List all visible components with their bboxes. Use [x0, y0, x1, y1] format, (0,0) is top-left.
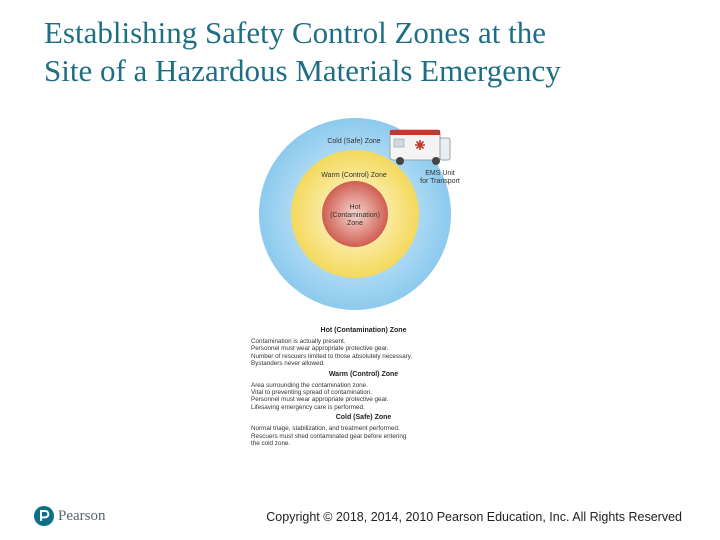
- warm-zone-line: Vital to preventing spread of contamination.: [251, 389, 372, 397]
- hot-zone-description: [251, 327, 476, 368]
- hot-zone-line: Personnel must wear appropriate protective gear.: [251, 345, 389, 353]
- pearson-logo: [34, 506, 106, 526]
- warm-zone-label: Warm (Control) Zone: [321, 172, 387, 179]
- cold-zone-description: [251, 414, 476, 447]
- hot-zone-label-line3: Zone: [347, 220, 363, 227]
- hot-zone-line: Number of rescuers limited to those absolutely necessary.: [251, 352, 413, 360]
- ems-unit-label: [410, 170, 470, 186]
- hot-zone-heading: Hot (Contamination) Zone: [320, 327, 407, 334]
- zone-descriptions: [251, 327, 476, 450]
- copyright-notice: Copyright © 2018, 2014, 2010 Pearson Education, Inc. All Rights Reserved: [266, 510, 682, 524]
- pearson-logo-text: Pearson: [58, 507, 106, 524]
- hot-zone-line: Bystanders never allowed.: [251, 360, 325, 368]
- hot-zone-label-line2: (Contamination): [330, 212, 380, 219]
- slide-title: [44, 14, 694, 90]
- cold-zone-heading: Cold (Safe) Zone: [335, 414, 392, 422]
- warm-zone-line: Personnel must wear appropriate protective gear.: [251, 396, 389, 404]
- pearson-p-icon: [34, 506, 54, 526]
- ems-unit-label-line2: for Transport: [420, 178, 460, 185]
- warm-zone-line: Area surrounding the contamination zone.: [251, 381, 368, 389]
- cold-zone-label: Cold (Safe) Zone: [327, 138, 381, 145]
- hot-zone-label: [320, 204, 390, 228]
- cold-zone-line: the cold zone.: [251, 440, 291, 448]
- ambulance-icon: [390, 130, 450, 165]
- cold-zone-line: Normal triage, stabilization, and treatment performed.: [251, 425, 400, 433]
- hot-zone-line: Contamination is actually present.: [251, 338, 346, 345]
- hot-zone-label-line1: Hot: [349, 204, 361, 211]
- warm-zone-line: Lifesaving emergency care is performed.: [251, 403, 365, 411]
- warm-zone-description: [251, 371, 476, 412]
- warm-zone-heading: Warm (Control) Zone: [328, 370, 399, 378]
- ems-unit-label-line1: EMS Unit: [425, 170, 455, 177]
- cold-zone-line: Rescuers must shed contaminated gear before entering: [251, 432, 407, 440]
- slide-footer: [0, 500, 720, 534]
- slide-title-line1: Establishing Safety Control Zones at the: [44, 15, 546, 50]
- slide-title-line2: Site of a Hazardous Materials Emergency: [44, 53, 561, 88]
